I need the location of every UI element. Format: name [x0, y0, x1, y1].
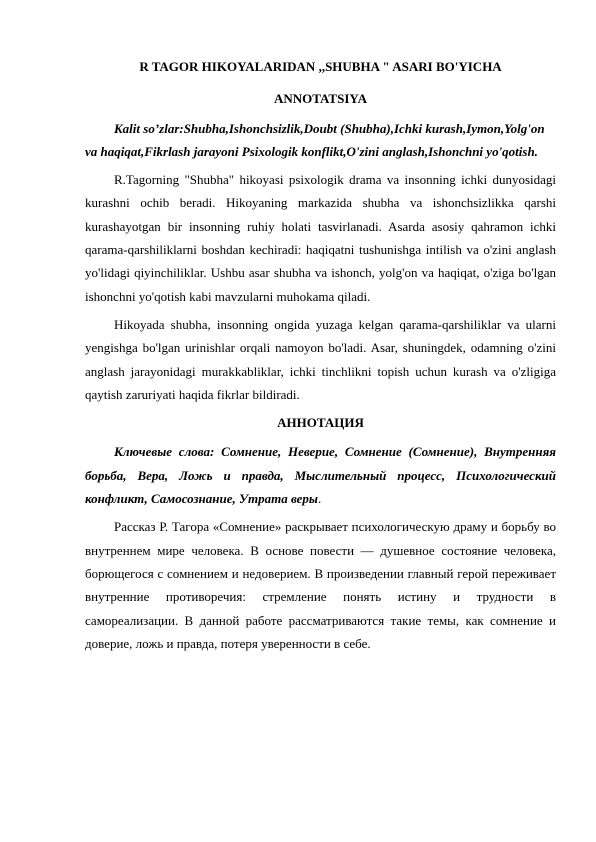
- keywords-ru: [85, 440, 556, 510]
- keywords-uz: Kalit so’zlar:Shubha,Ishonchsizlik,Doubt (Shubha),Ichki kurash,Iymon,Yolg'on va haqiqat,Fikrlash jarayoni Psixologik konflikt,O'zini anglash,Ishonchni yo'qotish.: [85, 120, 545, 159]
- document-body: [85, 55, 556, 660]
- annotation-uz-heading: ANNOTATSIYA: [274, 91, 367, 107]
- paragraph-ru-1: Рассказ Р. Тагора «Сомнение» раскрывает психологическую драму и борьбу во внутреннем мире человека. В основе повести — душевное состояние человека, борющегося с сомнением и недоверием. В произведении главный герой переживает внутренние противоречия: стремление понять истину и трудности в самореализации. В данной работе рассматриваются такие темы, как сомнение и доверие, ложь и правда, потеря уверенности в себе.: [85, 519, 556, 651]
- keywords-ru-end: .: [317, 491, 322, 507]
- paragraph-uz-1: R.Tagorning "Shubha" hikoyasi psixologik drama va insonning ichki dunyosidagi kurashni ochib beradi. Hikoyaning markazida shubha va ishonchsizlikka qarshi kurashayotgan bir insonning ruhiy holati tasvirlanadi. Asarda asosiy qahramon ichki qarama-qarshiliklarni boshdan kechiradi: haqiqatni tushunishga intilish va o'zini anglash yo'lidagi qiyinchiliklar. Ushbu asar shubha va ishonch, yolg'on va haqiqat, o'ziga bo'lgan ishonchni yo'qotish kabi mavzularni muhokama qiladi.: [85, 172, 556, 304]
- annotation-ru-heading: АННОТАЦИЯ: [277, 415, 364, 431]
- keywords-ru-text: Ключевые слова: Сомнение, Неверие, Сомнение (Сомнение), Внутренняя борьба, Вера, Ложь и правда, Мыслительный процесс, Психологический конфликт, Самосознание, Утрата веры: [85, 444, 556, 507]
- paragraph-uz-2: Hikoyada shubha, insonning ongida yuzaga kelgan qarama-qarshiliklar va ularni yengishga bo'lgan urinishlar orqali namoyon bo'ladi. Asar, shuningdek, odamning o'zini anglash jarayonidagi murakkabliklar, ichki tinchlikni topish uchun kurash va o'zligiga qaytish zaruriyati haqida fikrlar bildiradi.: [85, 316, 556, 402]
- document-title: R TAGOR HIKOYALARIDAN ,,SHUBHA " ASARI BO'YICHA: [139, 59, 502, 74]
